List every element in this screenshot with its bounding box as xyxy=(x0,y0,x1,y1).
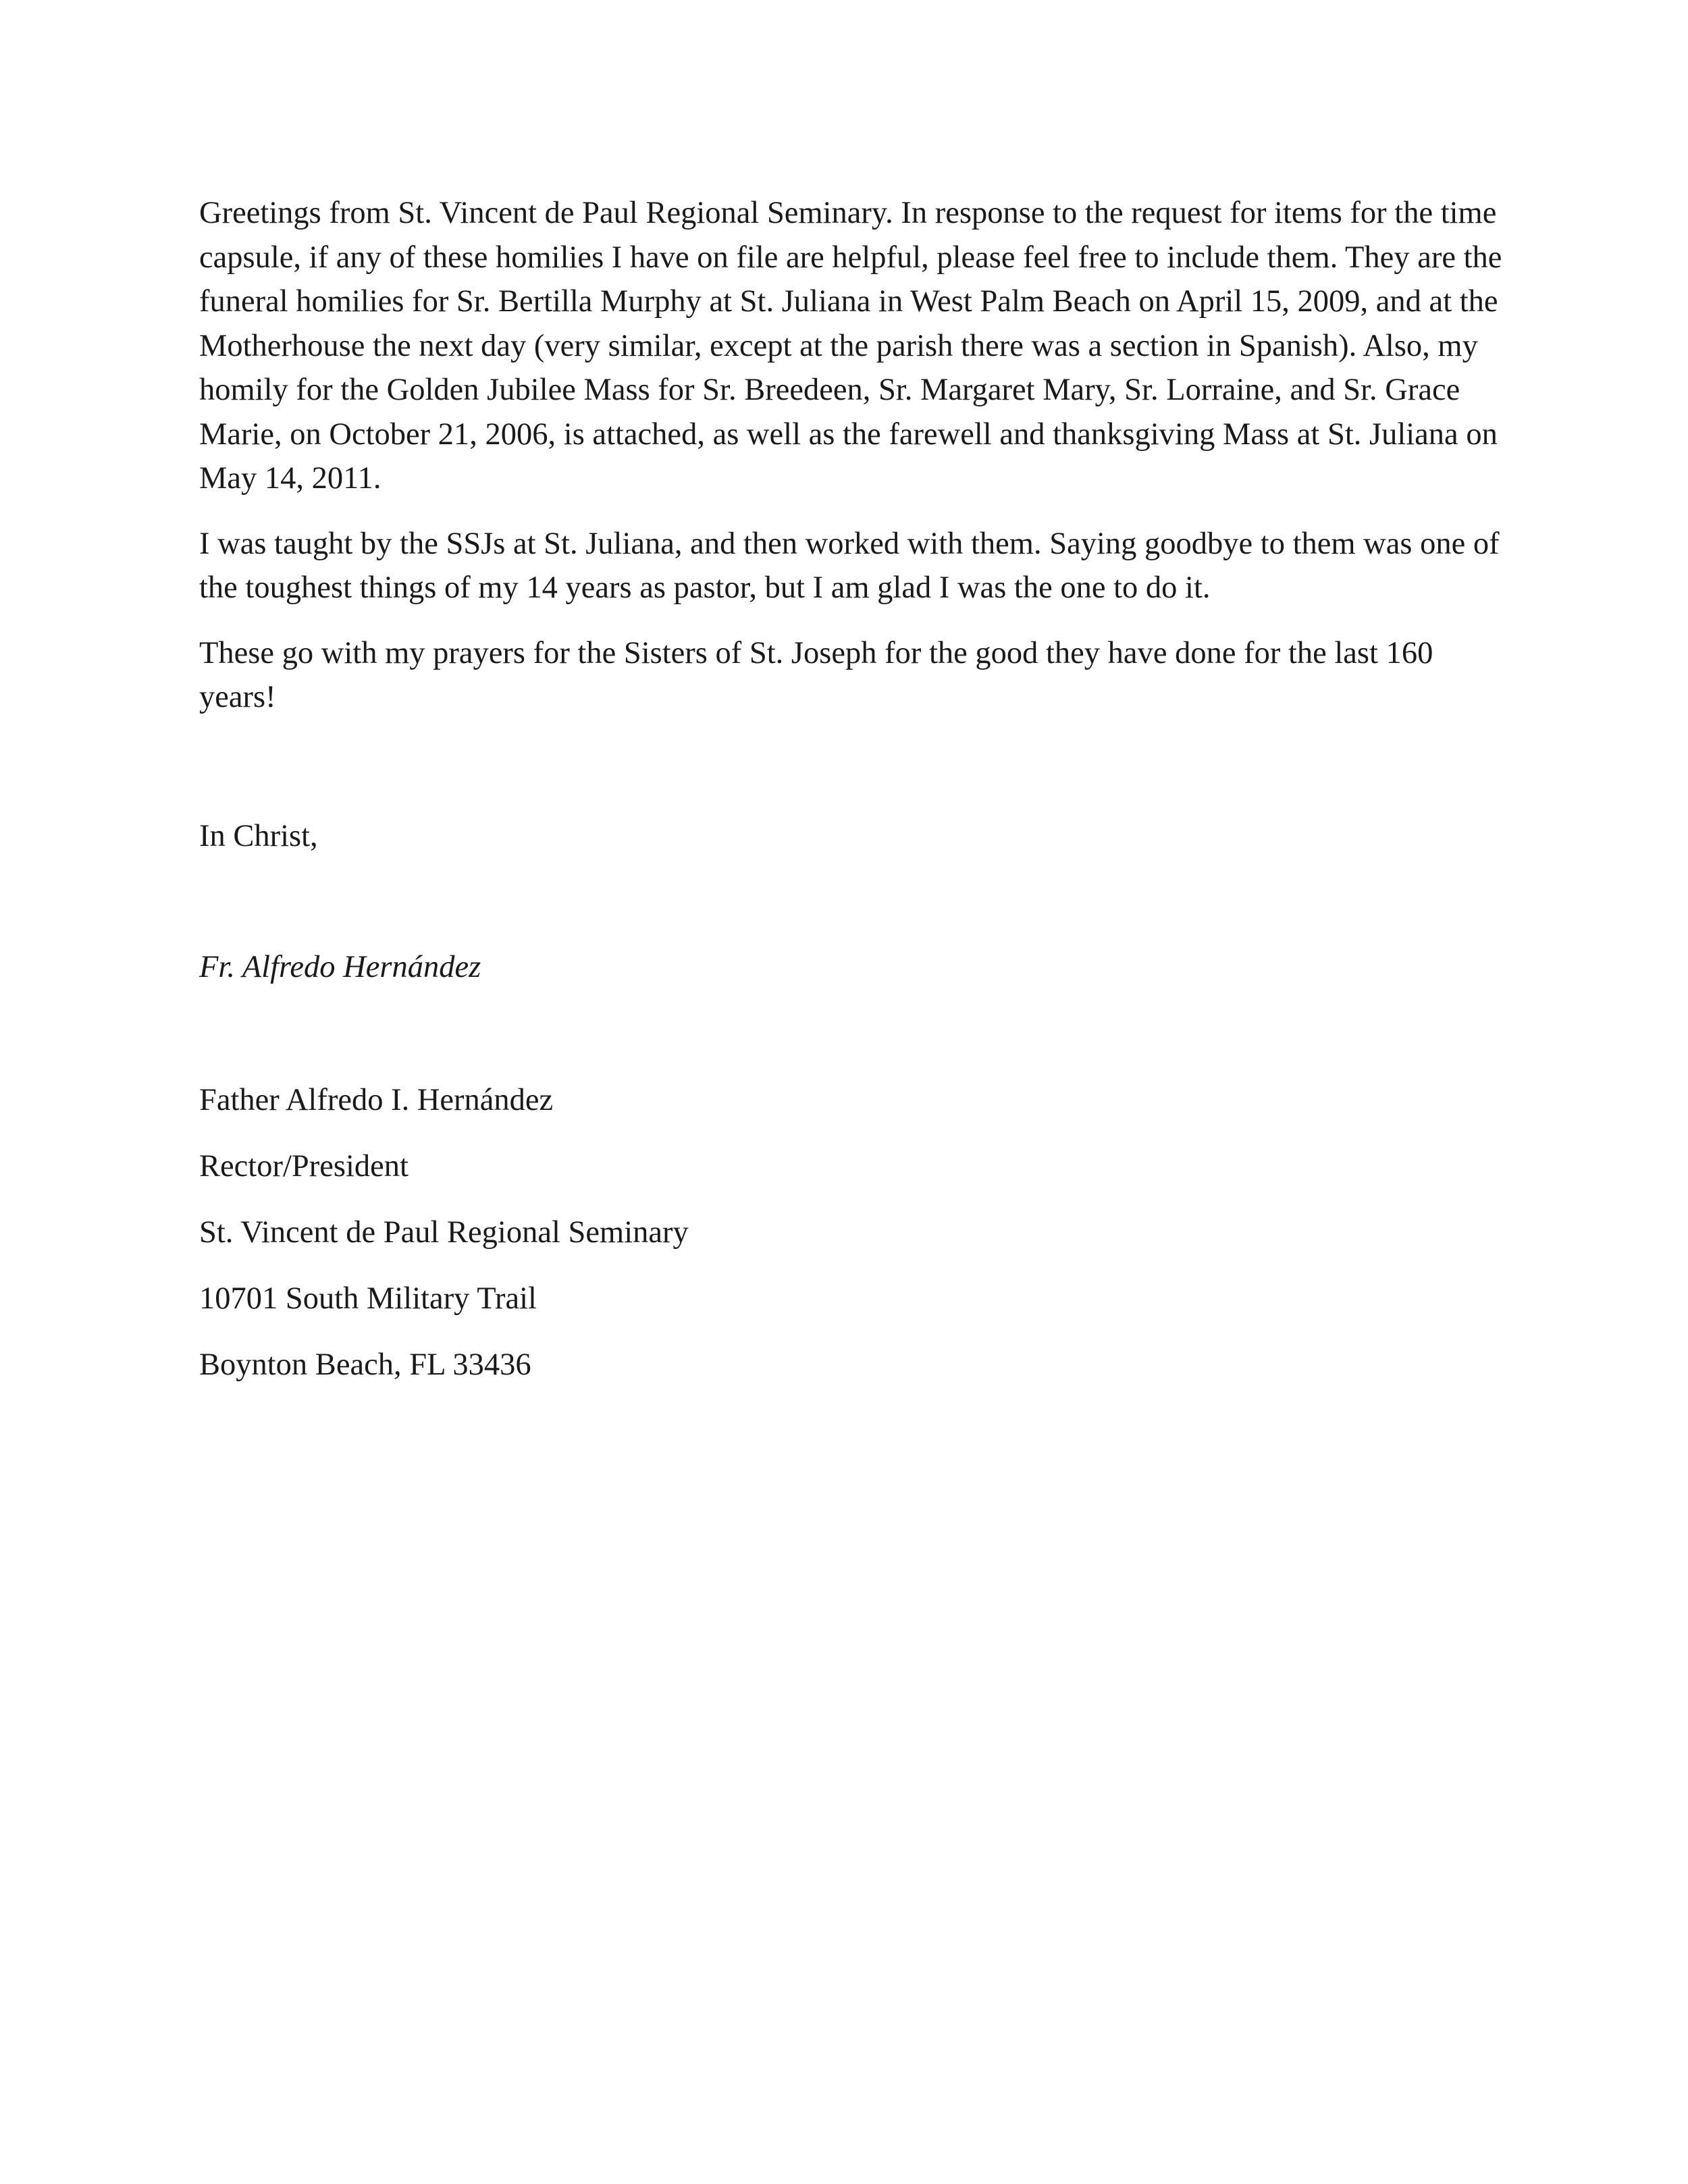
sender-block xyxy=(199,1078,689,1409)
sender-organization: St. Vincent de Paul Regional Seminary xyxy=(199,1215,689,1250)
sender-name: Father Alfredo I. Hernández xyxy=(199,1083,554,1117)
paragraph-taught-by-ssjs: I was taught by the SSJs at St. Juliana, and then worked with them. Saying goodbye to them was one of the toughest things of my 14 years as pastor, but I am glad I was the one to do it. xyxy=(199,526,1500,605)
letter-body xyxy=(199,191,1506,741)
sender-street: 10701 South Military Trail xyxy=(199,1281,537,1316)
sender-city-state-zip: Boynton Beach, FL 33436 xyxy=(199,1348,531,1382)
paragraph-greeting: Greetings from St. Vincent de Paul Regional Seminary. In response to the request for items for the time capsule, if any of these homilies I have on file are helpful, please feel free to include them. They are the funeral homilies for Sr. Bertilla Murphy at St. Juliana in West Palm Beach on April 15, 2009, and at the Motherhouse the next day (very similar, except at the parish there was a section in Spanish). Also, my homily for the Golden Jubilee Mass for Sr. Breedeen, Sr. Margaret Mary, Sr. Lorraine, and Sr. Grace Marie, on October 21, 2006, is attached, as well as the farewell and thanksgiving Mass at St. Juliana on May 14, 2011. xyxy=(199,196,1502,496)
closing-salutation: In Christ, xyxy=(199,819,318,853)
sender-title: Rector/President xyxy=(199,1149,408,1183)
paragraph-prayers: These go with my prayers for the Sisters of St. Joseph for the good they have done for the last 160 years! xyxy=(199,635,1433,714)
signature: Fr. Alfredo Hernández xyxy=(199,950,481,984)
